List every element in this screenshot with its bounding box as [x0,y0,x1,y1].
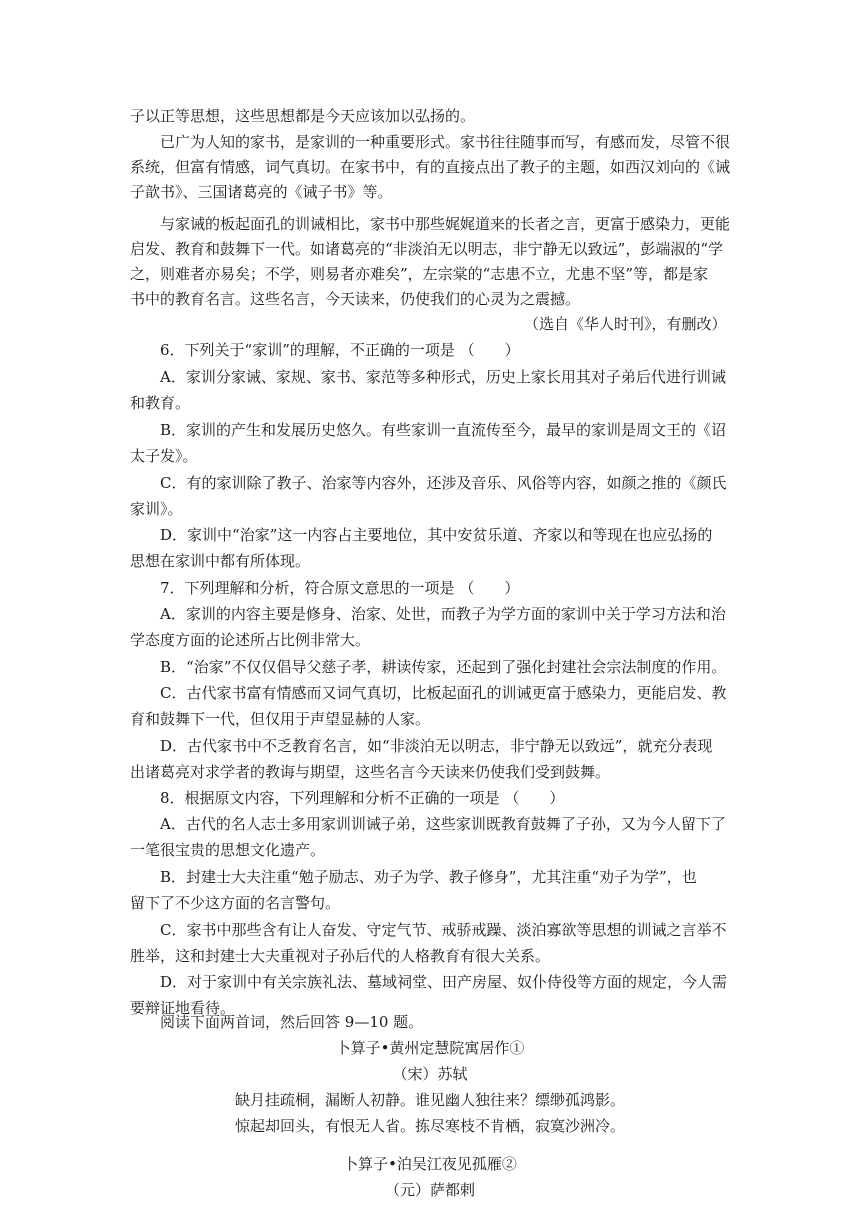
poem-1-line: 缺月挂疏桐，漏断人初静。谁见幽人独往来？缥缈孤鸿影。 [234,1091,625,1109]
question-8-option-a-cont: 一笔很宝贵的思想文化遗产。 [130,841,326,859]
source-citation: （选自《华人时刊》，有删改） [524,315,727,333]
poem-1-author: （宋）苏轼 [392,1065,468,1083]
question-8-option-d: D．对于家训中有关宗族礼法、墓域祠堂、田产房屋、奴仆侍役等方面的规定，今人需 [160,973,728,991]
question-8-option-b: B．封建士大夫注重“勉子励志、劝子为学、教子修身”，尤其注重“劝子为学”，也 [160,868,697,886]
poem-2-author: （元）萨都剌 [384,1181,475,1199]
question-6-option-c-cont: 家训》。 [130,500,183,518]
poem-intro: 阅读下面两首词，然后回答 9—10 题。 [160,1013,424,1031]
question-6-stem: 6．下列关于“家训”的理解，不正确的一项是 （ ） [160,341,520,359]
question-7-option-d-cont: 出诸葛亮对求学者的教诲与期望，这些名言今天读来仍使我们受到鼓舞。 [130,763,611,781]
question-6-option-a-cont: 和教育。 [130,394,191,412]
passage-line: 书中的教育名言。这些名言，今天读来，仍使我们的心灵为之震撼。 [130,290,581,308]
passage-line: 系统，但富有情感，词气真切。在家书中，有的直接点出了教子的主题，如西汉刘向的《诫 [130,158,731,176]
question-7-option-c: C．古代家书富有情感而又词气真切，比板起面孔的训诫更富于感染力，更能启发、教 [160,684,727,702]
passage-line: 已广为人知的家书，是家训的一种重要形式。家书往往随事而写，有感而发，尽管不很 [160,133,731,151]
passage-line: 与家诫的板起面孔的训诫相比，家书中那些娓娓道来的长者之言，更富于感染力，更能 [160,215,731,233]
passage-line: 启发、教育和鼓舞下一代。如诸葛亮的“非淡泊无以明志，非宁静无以致远”，彭端淑的“学 [130,240,724,258]
question-8-option-d-cont: 要辩证地看待。 [130,999,236,1017]
question-8-stem: 8．根据原文内容，下列理解和分析不正确的一项是 （ ） [160,789,565,807]
question-6-option-d-cont: 思想在家训中都有所体现。 [130,552,311,570]
question-6-option-b: B．家训的产生和发展历史悠久。有些家训一直流传至今，最早的家训是周文王的《诏 [160,421,727,439]
question-7-option-a-cont: 学态度方面的论述所占比例非常大。 [130,631,371,649]
question-6-option-b-cont: 太子发》。 [130,447,198,465]
question-7-option-b: B．“治家”不仅仅倡导父慈子孝，耕读传家，还起到了强化封建社会宗法制度的作用。 [160,658,727,676]
poem-2-title: 卜算子•泊吴江夜见孤雁② [343,1155,517,1173]
question-7-stem: 7．下列理解和分析，符合原文意思的一项是 （ ） [160,579,520,597]
passage-line: 子歆书》、三国诸葛亮的《诫子书》等。 [130,183,393,201]
poem-1-line: 惊起却回头，有恨无人省。拣尽寒枝不肯栖，寂寞沙洲冷。 [234,1117,625,1135]
question-7-option-c-cont: 育和鼓舞下一代，但仅用于声望显赫的人家。 [130,710,431,728]
question-8-option-b-cont: 留下了不少这方面的名言警句。 [130,894,341,912]
question-6-option-c: C．有的家训除了教子、治家等内容外，还涉及音乐、风俗等内容，如颜之推的《颜氏 [160,474,727,492]
question-6-option-a: A．家训分家诫、家规、家书、家范等多种形式，历史上家长用其对子弟后代进行训诫 [160,368,726,386]
question-8-option-a: A．古代的名人志士多用家训训诫子弟，这些家训既教育鼓舞了子孙，又为今人留下了 [160,815,726,833]
question-6-option-d: D．家训中“治家”这一内容占主要地位，其中安贫乐道、齐家以和等现在也应弘扬的 [160,526,713,544]
poem-1-title: 卜算子•黄州定慧院寓居作① [335,1039,525,1057]
passage-line: 之，则难者亦易矣；不学，则易者亦难矣”，左宗棠的“志患不立，尤患不坚”等，都是家 [130,265,709,283]
question-7-option-d: D．古代家书中不乏教育名言，如“非淡泊无以明志，非宁静无以致远”，就充分表现 [160,737,713,755]
passage-line: 子以正等思想，这些思想都是今天应该加以弘扬的。 [130,107,476,125]
question-8-option-c-cont: 胜举，这和封建士大夫重视对子孙后代的人格教育有很大关系。 [130,947,551,965]
question-8-option-c: C．家书中那些含有让人奋发、守定气节、戒骄戒躁、淡泊寡欲等思想的训诫之言举不 [160,921,727,939]
question-7-option-a: A．家训的内容主要是修身、治家、处世，而教子为学方面的家训中关于学习方法和治 [160,605,726,623]
